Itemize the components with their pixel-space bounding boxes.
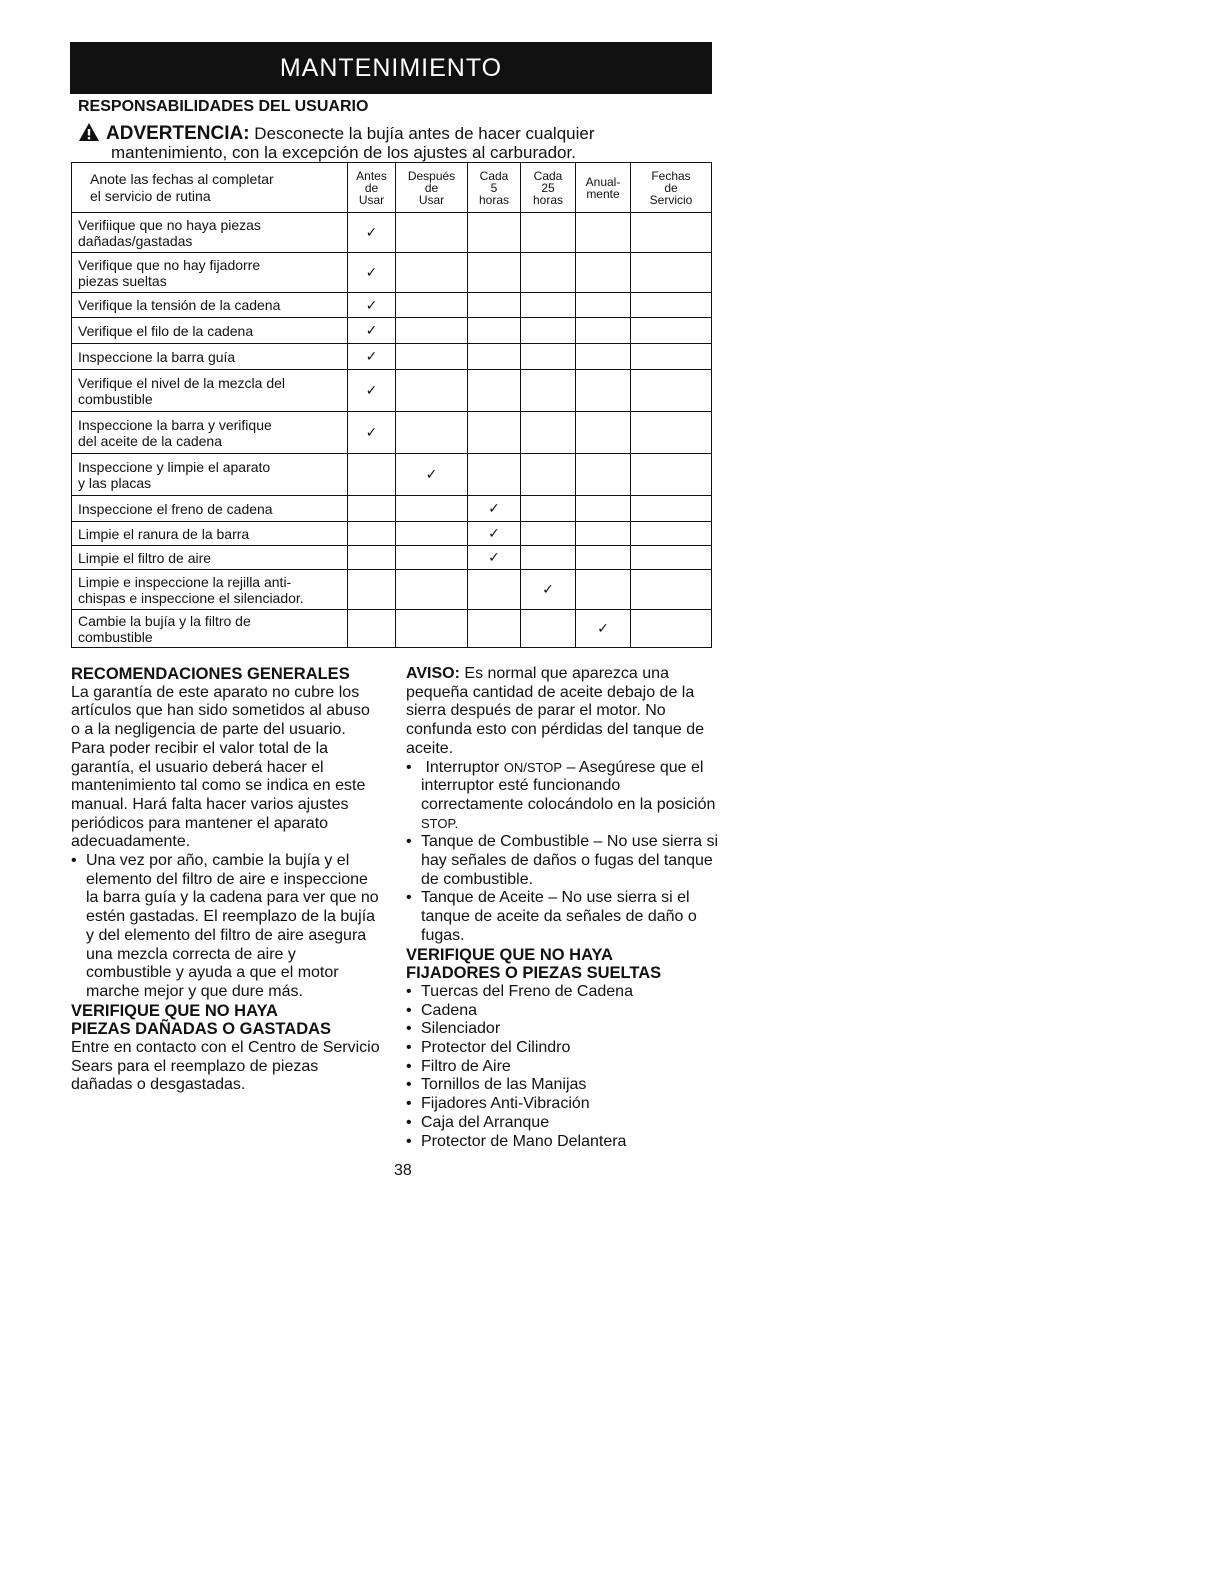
schedule-cell	[468, 496, 521, 522]
schedule-cell	[348, 496, 396, 522]
schedule-cell	[468, 454, 521, 496]
schedule-cell	[631, 370, 712, 412]
schedule-cell	[631, 496, 712, 522]
table-row	[72, 412, 712, 454]
schedule-cell	[521, 293, 576, 318]
table-row	[72, 344, 712, 370]
schedule-cell	[396, 253, 468, 293]
schedule-cell	[576, 570, 631, 610]
schedule-cell	[468, 318, 521, 344]
schedule-cell	[521, 522, 576, 546]
schedule-cell	[631, 213, 712, 253]
checkmark-icon: ✓	[488, 525, 500, 541]
checkmark-icon: ✓	[365, 424, 378, 440]
schedule-cell	[348, 570, 396, 610]
schedule-cell	[521, 370, 576, 412]
schedule-cell	[576, 253, 631, 293]
list-item: • Caja del Arranque	[406, 1114, 722, 1133]
schedule-cell	[348, 412, 396, 454]
checkmark-icon: ✓	[365, 264, 378, 280]
warning-text: Desconecte la bujía antes de hacer cualquier	[254, 124, 595, 143]
list-item: • Fijadores Anti-Vibración	[406, 1095, 722, 1114]
schedule-cell	[348, 610, 396, 648]
task-cell: Verifique la tensión de la cadena	[72, 293, 348, 318]
schedule-cell	[396, 454, 468, 496]
loose-parts-heading: VERIFIQUE QUE NO HAYA FIJADORES O PIEZAS SUELTAS	[406, 945, 662, 983]
list-item: • Cadena	[406, 1002, 722, 1021]
task-cell: Inspeccione la barra guía	[72, 344, 348, 370]
checkmark-icon: ✓	[425, 466, 438, 482]
schedule-cell	[576, 318, 631, 344]
list-item: • Silenciador	[406, 1020, 722, 1039]
schedule-cell	[521, 344, 576, 370]
list-item: • Protector de Mano Delantera	[406, 1133, 722, 1152]
schedule-cell	[631, 318, 712, 344]
schedule-cell	[576, 412, 631, 454]
schedule-cell	[396, 412, 468, 454]
schedule-cell	[396, 370, 468, 412]
table-row	[72, 546, 712, 570]
checkmark-icon: ✓	[365, 296, 378, 313]
task-cell: Inspeccione y limpie el aparato y las placas	[72, 454, 348, 496]
table-header-row	[72, 163, 712, 213]
schedule-cell	[576, 293, 631, 318]
table-header-yearly: Anual- mente	[576, 163, 631, 213]
schedule-cell	[576, 344, 631, 370]
damaged-parts-heading: VERIFIQUE QUE NO HAYA PIEZAS DAÑADAS O GASTADAS	[71, 1001, 332, 1039]
schedule-cell	[348, 522, 396, 546]
schedule-cell	[348, 293, 396, 318]
schedule-cell	[521, 496, 576, 522]
schedule-cell	[631, 546, 712, 570]
warning-text-continued: mantenimiento, con la excepción de los ajustes al carburador.	[111, 143, 576, 162]
page-title: MANTENIMIENTO	[70, 42, 712, 94]
damaged-parts-text: Entre en contacto con el Centro de Servicio Sears para el reemplazo de piezas dañadas o desgastadas.	[71, 1039, 380, 1094]
schedule-cell	[348, 213, 396, 253]
schedule-cell	[521, 610, 576, 648]
list-item: • Tornillos de las Manijas	[406, 1076, 722, 1095]
schedule-cell	[468, 370, 521, 412]
notice-text: Es normal que aparezca una pequeña cantidad de aceite debajo de la sierra después de parar el motor. No confunda esto con pérdidas del tanque de aceite.	[406, 665, 705, 757]
schedule-cell	[468, 253, 521, 293]
schedule-cell	[521, 546, 576, 570]
table-row	[72, 570, 712, 610]
general-recommendations-heading: RECOMENDACIONES GENERALES	[71, 665, 350, 683]
task-cell: Verifique que no hay fijadorre piezas sueltas	[72, 253, 348, 293]
schedule-cell	[396, 293, 468, 318]
responsibilities-heading: RESPONSABILIDADES DEL USUARIO	[78, 98, 369, 115]
notice-label: AVISO:	[406, 665, 460, 682]
table-row	[72, 522, 712, 546]
schedule-cell	[521, 318, 576, 344]
switch-bullet: • Interruptor ON/STOP – Asegúrese que el interruptor esté funcionando correctamente colocándolo en la posición STOP.	[406, 759, 722, 834]
schedule-cell	[396, 344, 468, 370]
page-number: 38	[394, 1162, 412, 1179]
schedule-cell	[576, 522, 631, 546]
schedule-cell	[631, 610, 712, 648]
schedule-cell	[468, 522, 521, 546]
schedule-cell	[396, 546, 468, 570]
task-cell: Inspeccione la barra y verifique del aceite de la cadena	[72, 412, 348, 454]
schedule-cell	[468, 610, 521, 648]
table-header-service-dates: Fechas de Servicio	[631, 163, 712, 213]
loose-parts-list	[406, 983, 722, 1151]
schedule-cell	[468, 213, 521, 253]
table-row	[72, 213, 712, 253]
schedule-cell	[521, 412, 576, 454]
schedule-cell	[468, 570, 521, 610]
schedule-cell	[576, 546, 631, 570]
table-row	[72, 454, 712, 496]
schedule-cell	[521, 253, 576, 293]
task-cell: Inspeccione el freno de cadena	[72, 496, 348, 522]
schedule-cell	[468, 293, 521, 318]
schedule-cell	[576, 454, 631, 496]
schedule-cell	[348, 370, 396, 412]
schedule-cell	[348, 253, 396, 293]
task-cell: Limpie el filtro de aire	[72, 546, 348, 570]
list-item: • Protector del Cilindro	[406, 1039, 722, 1058]
right-column	[406, 665, 722, 1151]
schedule-cell	[631, 454, 712, 496]
schedule-cell	[631, 570, 712, 610]
notice-paragraph	[406, 665, 722, 759]
schedule-cell	[468, 344, 521, 370]
task-cell: Verifiique que no haya piezas dañadas/gastadas	[72, 213, 348, 253]
task-cell: Limpie e inspeccione la rejilla anti- chispas e inspeccione el silenciador.	[72, 570, 348, 610]
warning-triangle-icon	[78, 122, 100, 142]
schedule-cell	[396, 570, 468, 610]
general-bullet: • Una vez por año, cambie la bujía y el elemento del filtro de aire e inspeccione la barra guía y la cadena para ver que no estén gastadas. El reemplazo de la bujía y del elemento del filtro de aire asegura una mezcla correcta de aire y combustible y ayuda a que el motor marche mejor y que dure más.	[71, 852, 381, 1002]
table-row	[72, 318, 712, 344]
task-cell: Verifique el filo de la cadena	[72, 318, 348, 344]
schedule-cell	[396, 318, 468, 344]
checkmark-icon: ✓	[365, 224, 378, 240]
checkmark-icon: ✓	[488, 500, 500, 516]
schedule-cell	[348, 546, 396, 570]
table-header-every-5-hours: Cada 5 horas	[468, 163, 521, 213]
maintenance-schedule-table	[71, 162, 712, 648]
schedule-cell	[631, 412, 712, 454]
task-cell: Limpie el ranura de la barra	[72, 522, 348, 546]
schedule-cell	[468, 412, 521, 454]
table-header-before-use: Antes de Usar	[348, 163, 396, 213]
schedule-cell	[521, 454, 576, 496]
schedule-cell	[631, 344, 712, 370]
schedule-cell	[631, 293, 712, 318]
general-paragraph: La garantía de este aparato no cubre los artículos que han sido sometidos al abuso o a la negligencia de parte del usuario. Para poder recibir el valor total de la garantía, el usuario deberá hacer el mantenimiento tal como se indica en este manual. Hará falta hacer varios ajustes periódicos para mantener el aparato adecuadamente.	[71, 683, 370, 851]
table-header-task: Anote las fechas al completar el servicio de rutina	[72, 163, 348, 213]
schedule-cell	[521, 570, 576, 610]
table-row	[72, 496, 712, 522]
task-cell: Cambie la bujía y la filtro de combustible	[72, 610, 348, 648]
table-row	[72, 610, 712, 648]
schedule-cell	[396, 496, 468, 522]
schedule-cell	[396, 213, 468, 253]
oil-tank-bullet: • Tanque de Aceite – No use sierra si el tanque de aceite da señales de daño o fugas.	[406, 889, 722, 945]
table-header-after-use: Después de Usar	[396, 163, 468, 213]
table-row	[72, 370, 712, 412]
checkmark-icon: ✓	[488, 549, 500, 565]
schedule-cell	[631, 522, 712, 546]
schedule-cell	[576, 610, 631, 648]
checkmark-icon: ✓	[365, 348, 378, 364]
table-row	[72, 293, 712, 318]
task-cell: Verifique el nivel de la mezcla del combustible	[72, 370, 348, 412]
schedule-cell	[576, 213, 631, 253]
schedule-cell	[348, 454, 396, 496]
list-item: • Filtro de Aire	[406, 1058, 722, 1077]
list-item: • Tuercas del Freno de Cadena	[406, 983, 722, 1002]
table-row	[72, 253, 712, 293]
schedule-cell	[576, 496, 631, 522]
warning-block	[78, 122, 718, 162]
warning-label: ADVERTENCIA:	[106, 123, 250, 144]
fuel-tank-bullet: • Tanque de Combustible – No use sierra si hay señales de daños o fugas del tanque de combustible.	[406, 833, 722, 889]
table-header-every-25-hours: Cada 25 horas	[521, 163, 576, 213]
checkmark-icon: ✓	[542, 581, 554, 597]
schedule-cell	[396, 610, 468, 648]
schedule-cell	[521, 213, 576, 253]
schedule-cell	[576, 370, 631, 412]
checkmark-icon: ✓	[365, 382, 378, 398]
schedule-cell	[468, 546, 521, 570]
schedule-cell	[631, 253, 712, 293]
schedule-cell	[348, 344, 396, 370]
schedule-cell	[348, 318, 396, 344]
schedule-cell	[396, 522, 468, 546]
checkmark-icon: ✓	[365, 322, 378, 338]
left-column	[71, 665, 381, 1095]
checkmark-icon: ✓	[597, 620, 609, 636]
